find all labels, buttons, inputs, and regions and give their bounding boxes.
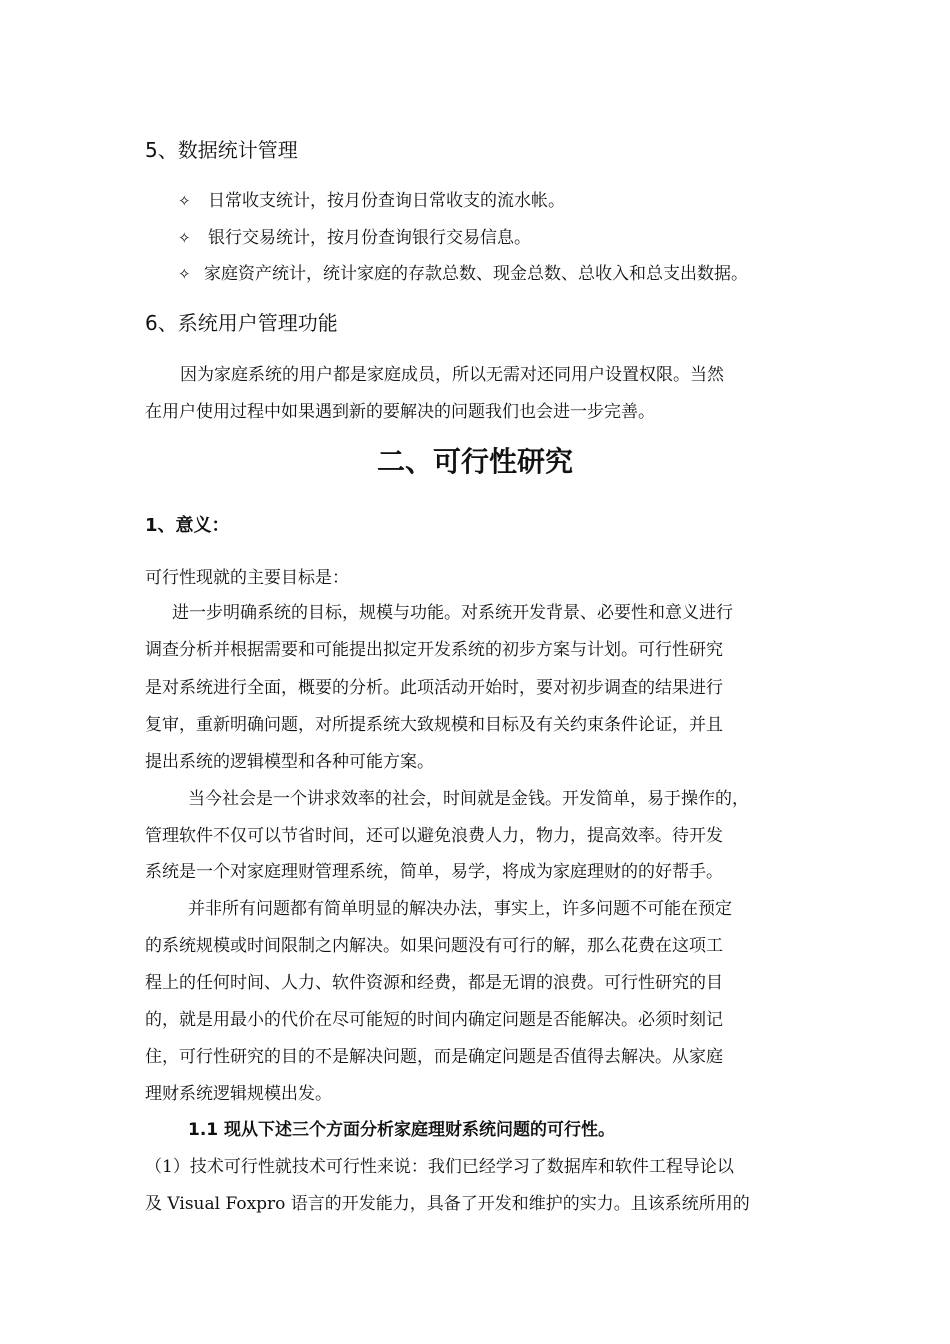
bullet-text: 家庭资产统计，统计家庭的存款总数、现金总数、总收入和总支出数据。 (204, 264, 748, 284)
diamond-bullet-icon: ✧ (178, 265, 191, 283)
bullet-text: 银行交易统计，按月份查询银行交易信息。 (208, 228, 531, 248)
paragraph-line: 管理软件不仅可以节省时间，还可以避免浪费人力，物力，提高效率。待开发 (145, 826, 723, 846)
paragraph-line: 进一步明确系统的目标，规模与功能。对系统开发背景、必要性和意义进行 (172, 603, 733, 623)
diamond-bullet-icon: ✧ (178, 229, 191, 247)
paragraph-line: 可行性现就的主要目标是： (145, 568, 349, 588)
paragraph-line: 的系统规模或时间限制之内解决。如果问题没有可行的解，那么花费在这项工 (145, 936, 723, 956)
section-5-heading: 5、数据统计管理 (145, 138, 298, 162)
chapter-title: 二、可行性研究 (376, 445, 573, 478)
paragraph-line: 当今社会是一个讲求效率的社会，时间就是金钱。开发简单，易于操作的， (188, 789, 749, 809)
paragraph-line: 提出系统的逻辑模型和各种可能方案。 (145, 752, 434, 772)
bullet-text: 日常收支统计，按月份查询日常收支的流水帐。 (208, 191, 565, 211)
paragraph-line: （1）技术可行性就技术可行性来说：我们已经学习了数据库和软件工程导论以 (145, 1157, 734, 1177)
paragraph-line: 住，可行性研究的目的不是解决问题，而是确定问题是否值得去解决。从家庭 (145, 1047, 723, 1067)
bullet-item (178, 191, 565, 211)
paragraph-line: 及 Visual Foxpro 语言的开发能力，具备了开发和维护的实力。且该系统所用的 (145, 1194, 750, 1214)
paragraph-line: 系统是一个对家庭理财管理系统，简单，易学，将成为家庭理财的的好帮手。 (145, 862, 723, 882)
bullet-item (178, 264, 748, 284)
paragraph-line: 在用户使用过程中如果遇到新的要解决的问题我们也会进一步完善。 (145, 402, 655, 422)
paragraph-line: 程上的任何时间、人力、软件资源和经费，都是无谓的浪费。可行性研究的目 (145, 973, 723, 993)
bullet-item (178, 228, 531, 248)
paragraph-line: 复审，重新明确问题，对所提系统大致规模和目标及有关约束条件论证，并且 (145, 715, 723, 735)
paragraph-line: 的，就是用最小的代价在尽可能短的时间内确定问题是否能解决。必须时刻记 (145, 1010, 723, 1030)
paragraph-line: 因为家庭系统的用户都是家庭成员，所以无需对还同用户设置权限。当然 (180, 365, 724, 385)
paragraph-line: 理财系统逻辑规模出发。 (145, 1084, 332, 1104)
section-1-heading: 1、意义： (145, 515, 230, 536)
section-6-heading: 6、系统用户管理功能 (145, 311, 338, 335)
paragraph-line: 是对系统进行全面，概要的分析。此项活动开始时，要对初步调查的结果进行 (145, 678, 723, 698)
paragraph-line: 调查分析并根据需要和可能提出拟定开发系统的初步方案与计划。可行性研究 (145, 640, 723, 660)
paragraph-line: 并非所有问题都有简单明显的解决办法，事实上，许多问题不可能在预定 (188, 899, 732, 919)
subsection-1-1-heading: 1.1 现从下述三个方面分析家庭理财系统问题的可行性。 (188, 1120, 616, 1140)
diamond-bullet-icon: ✧ (178, 192, 191, 210)
